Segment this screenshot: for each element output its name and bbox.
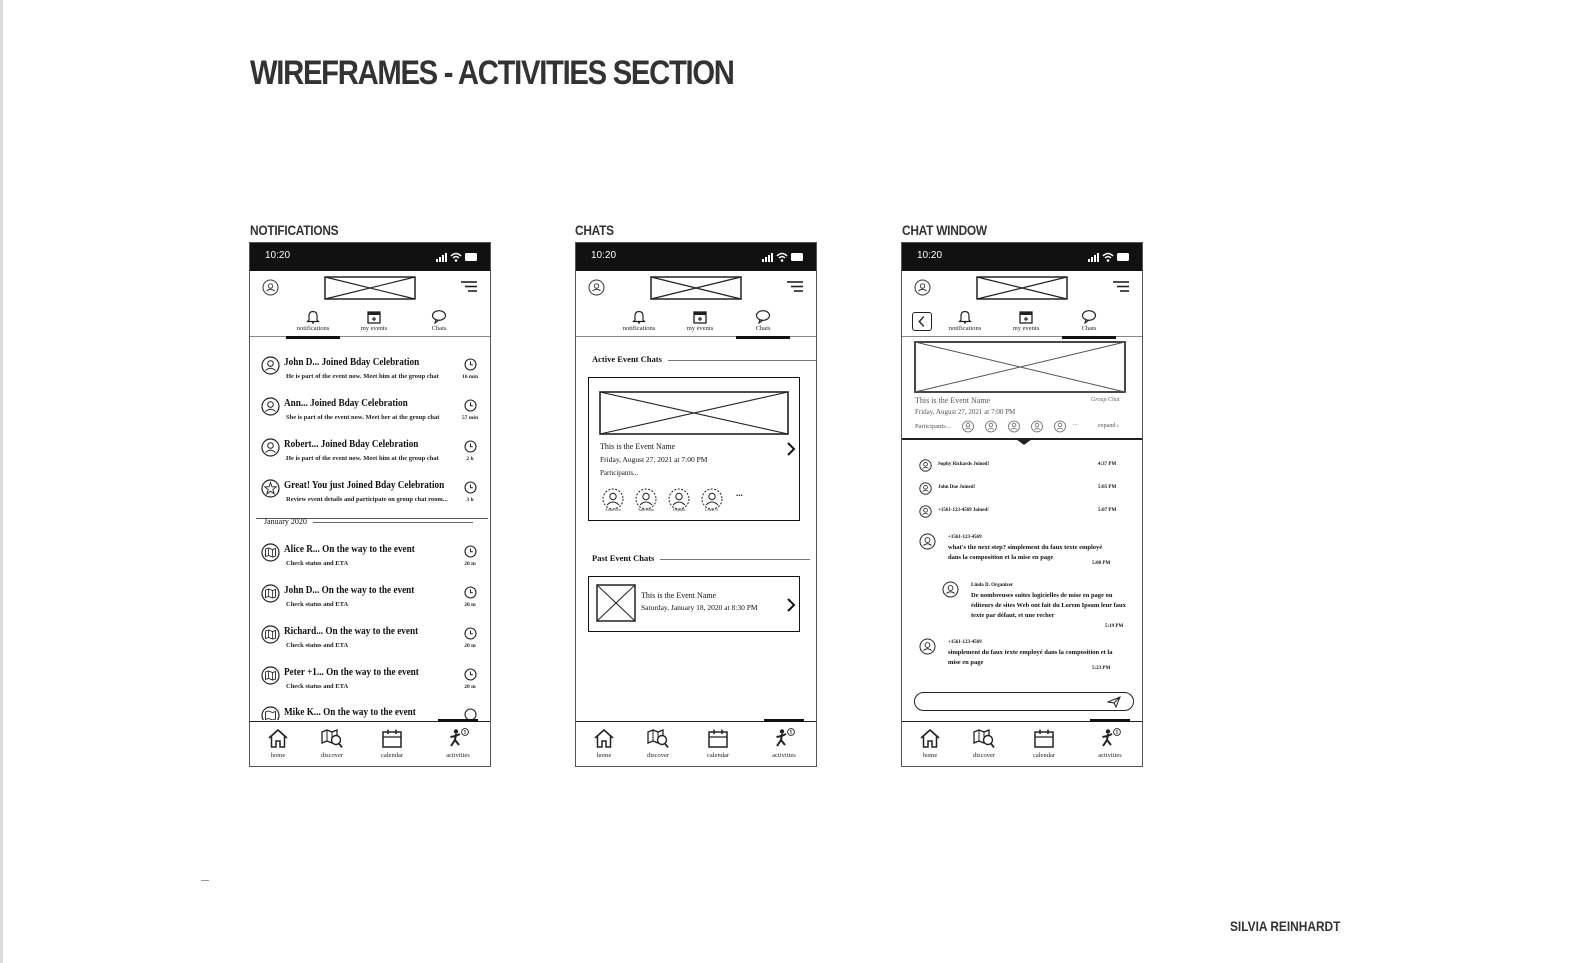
message-text: De nombreuses suites logicielles de mise en page ou éditeurs de sites Web ont fait du Lorem Ipsum leur faux texte par défaut, et une recher xyxy=(971,592,1126,619)
chat-type: Group Chat xyxy=(1091,397,1120,403)
status-bar xyxy=(250,243,490,271)
notification-subtitle: Check status and ETA xyxy=(286,642,349,649)
app-header xyxy=(902,271,1142,305)
chat-message xyxy=(919,638,1129,678)
status-bar xyxy=(576,243,816,271)
tab-label: Chats xyxy=(1081,325,1097,332)
participant-name: Linda D. xyxy=(704,507,720,512)
notification-title: Richard... On the way to the event xyxy=(284,626,419,637)
user-icon xyxy=(919,638,936,655)
participant-name: Sam Bam xyxy=(638,507,654,512)
clock-icon xyxy=(464,586,477,599)
page-title: WIREFRAMES - ACTIVITIES SECTION xyxy=(250,54,734,92)
group-divider xyxy=(264,517,473,526)
tab-my-events[interactable] xyxy=(673,307,727,337)
signal-wifi-battery-icon xyxy=(762,251,804,263)
notification-time: 57 min xyxy=(461,415,479,421)
notification-item[interactable] xyxy=(250,702,490,720)
discover-map-icon xyxy=(321,728,343,749)
past-chats-heading xyxy=(592,553,810,563)
notification-subtitle: Check status and ETA xyxy=(286,601,349,608)
message-input[interactable] xyxy=(914,692,1134,711)
chevron-right-icon xyxy=(786,442,796,456)
tab-bar xyxy=(576,307,816,337)
system-message-text: John Doe Joined! xyxy=(938,485,976,490)
active-indicator xyxy=(1090,719,1130,722)
message-text: what's the next step? simplement du faux texte employé dans la composition et la mise en page xyxy=(948,544,1103,561)
notification-item[interactable] xyxy=(250,539,490,579)
event-image-placeholder xyxy=(599,391,789,435)
user-icon xyxy=(919,533,936,550)
nav-activities[interactable] xyxy=(434,728,482,767)
nav-label: calendar xyxy=(380,752,403,759)
system-message xyxy=(902,457,1142,475)
event-name: This is the Event Name xyxy=(915,396,991,405)
user-icon xyxy=(942,581,959,598)
notification-item[interactable] xyxy=(250,393,490,433)
event-thumbnail-placeholder xyxy=(596,584,636,622)
notification-title: Alice R... On the way to the event xyxy=(284,544,415,555)
tab-chats[interactable] xyxy=(736,307,790,337)
nav-label: discover xyxy=(320,752,344,759)
notification-title: Robert... Joined Bday Celebration xyxy=(284,439,419,450)
tab-label: my events xyxy=(360,325,388,332)
event-calendar-icon xyxy=(692,309,708,324)
notification-time: 20 m xyxy=(464,684,476,690)
nav-home[interactable] xyxy=(580,728,628,767)
app-header xyxy=(250,271,490,305)
phone-chats xyxy=(575,242,817,767)
chat-message xyxy=(942,581,1132,631)
stray-mark xyxy=(201,880,209,881)
user-icon xyxy=(261,438,280,457)
message-time: 5:23 PM xyxy=(1092,666,1111,671)
notification-title: Great! You just Joined Bday Celebration xyxy=(284,480,445,491)
notification-title: Ann... Joined Bday Celebration xyxy=(284,398,408,409)
nav-home[interactable] xyxy=(906,728,954,767)
notification-title: Peter +1... On the way to the event xyxy=(284,667,419,678)
expand-link[interactable] xyxy=(1098,423,1119,429)
message-time: 5:19 PM xyxy=(1105,624,1124,629)
bell-icon xyxy=(631,309,647,324)
status-time: 10:20 xyxy=(591,250,617,261)
nav-label: discover xyxy=(972,752,996,759)
calendar-icon xyxy=(1033,728,1055,749)
expand-label: expand xyxy=(1098,423,1116,429)
chat-bubble-icon xyxy=(431,309,447,324)
notification-time: 20 m xyxy=(464,643,476,649)
notification-subtitle: Check status and ETA xyxy=(286,560,349,567)
chat-message xyxy=(919,533,1129,573)
map-icon xyxy=(261,625,280,644)
discover-map-icon xyxy=(973,728,995,749)
participants-label: Participants... xyxy=(600,469,639,477)
notification-time: 20 m xyxy=(464,561,476,567)
divider-notch xyxy=(1016,439,1032,445)
map-icon xyxy=(261,666,280,685)
chevron-right-icon xyxy=(786,598,796,612)
activities-icon xyxy=(447,728,469,749)
nav-label: activities xyxy=(1098,752,1122,759)
tab-my-events[interactable] xyxy=(347,307,401,337)
logo-placeholder xyxy=(976,276,1068,300)
profile-icon[interactable] xyxy=(262,279,279,296)
tab-label: notifications xyxy=(948,325,982,332)
system-message-time: 5:05 PM xyxy=(1098,485,1117,490)
notification-time: 2 h xyxy=(466,456,474,462)
profile-icon[interactable] xyxy=(914,279,931,296)
clock-icon xyxy=(464,358,477,371)
nav-label: activities xyxy=(772,752,796,759)
group-label: January 2020 xyxy=(264,517,307,526)
event-calendar-icon xyxy=(1018,309,1034,324)
notification-title: Mike K... On the way to the event xyxy=(284,707,416,718)
home-icon xyxy=(267,728,289,749)
logo-placeholder xyxy=(650,276,742,300)
tab-label: my events xyxy=(686,325,714,332)
active-chats-heading xyxy=(592,354,816,364)
tab-label: Chats xyxy=(755,325,771,332)
event-name: This is the Event Name xyxy=(600,442,676,451)
event-date: Friday, August 27, 2021 at 7:00 PM xyxy=(915,408,1016,416)
clock-icon xyxy=(464,668,477,681)
user-icon xyxy=(919,459,932,472)
notification-title: John D... On the way to the event xyxy=(284,585,415,596)
notification-item[interactable] xyxy=(250,434,490,474)
status-bar xyxy=(902,243,1142,271)
nav-calendar[interactable] xyxy=(368,728,416,767)
notification-time: 16 min xyxy=(461,374,479,380)
tab-notifications[interactable] xyxy=(286,307,340,337)
menu-icon[interactable] xyxy=(1112,280,1130,293)
event-date: Saturday, January 18, 2020 at 8:30 PM xyxy=(641,603,758,612)
notification-item[interactable] xyxy=(250,621,490,661)
clock-icon xyxy=(464,440,477,453)
nav-home[interactable] xyxy=(254,728,302,767)
message-text: simplement du faux texte employé dans la composition et la mise en page xyxy=(948,649,1113,666)
event-name: This is the Event Name xyxy=(641,591,717,600)
nav-activities[interactable] xyxy=(760,728,808,767)
menu-icon[interactable] xyxy=(786,280,804,293)
system-message xyxy=(902,503,1142,521)
tab-label: notifications xyxy=(622,325,656,332)
signal-wifi-battery-icon xyxy=(436,251,478,263)
tab-my-events[interactable] xyxy=(999,307,1053,337)
user-icon xyxy=(919,482,932,495)
map-icon xyxy=(261,706,280,720)
map-icon xyxy=(261,584,280,603)
tab-label: my events xyxy=(1012,325,1040,332)
section-label-notifications: NOTIFICATIONS xyxy=(250,222,339,238)
nav-label: home xyxy=(270,752,286,759)
clock-icon xyxy=(464,545,477,558)
notification-time: 20 m xyxy=(464,602,476,608)
active-event-card[interactable] xyxy=(588,377,800,521)
notifications-list xyxy=(250,338,490,720)
more-participants: ... xyxy=(1073,421,1078,427)
signal-wifi-battery-icon xyxy=(1088,251,1130,263)
event-image-placeholder xyxy=(914,341,1126,393)
section-label-chats: CHATS xyxy=(575,222,614,238)
event-calendar-icon xyxy=(366,309,382,324)
participant-name: Anna Doe xyxy=(604,507,622,512)
app-header xyxy=(576,271,816,305)
system-message xyxy=(902,480,1142,498)
user-icon xyxy=(261,356,280,375)
notification-subtitle: Check status and ETA xyxy=(286,683,349,690)
tab-label: notifications xyxy=(296,325,330,332)
logo-placeholder xyxy=(324,276,416,300)
activities-badge: 5 xyxy=(789,730,793,736)
participant-avatars xyxy=(961,420,1071,433)
system-message-text: +1561-123-4569 Joined! xyxy=(938,508,989,513)
tab-bar xyxy=(902,307,1142,337)
participants-label: Participants... xyxy=(915,423,951,430)
nav-label: home xyxy=(596,752,612,759)
message-sender: +1561-123-4569 xyxy=(948,640,982,645)
event-date: Friday, August 27, 2021 at 7:00 PM xyxy=(600,455,708,464)
nav-calendar[interactable] xyxy=(694,728,742,767)
activities-badge: 5 xyxy=(1115,730,1119,736)
notification-subtitle: Review event details and participate on group chat room... xyxy=(286,496,448,503)
chat-bubble-icon xyxy=(1081,309,1097,324)
status-time: 10:20 xyxy=(265,250,291,261)
back-button[interactable] xyxy=(912,312,932,331)
message-sender: Linda D. Organizer xyxy=(971,583,1014,588)
message-time: 5:08 PM xyxy=(1092,561,1111,566)
nav-discover[interactable] xyxy=(960,728,1008,767)
nav-calendar[interactable] xyxy=(1020,728,1068,767)
system-message-time: 4:37 PM xyxy=(1098,462,1117,467)
notification-item[interactable] xyxy=(250,580,490,620)
tab-notifications[interactable] xyxy=(612,307,666,337)
notification-subtitle: He is part of the event now. Meet him at the group chat xyxy=(286,455,439,462)
bottom-nav xyxy=(250,721,490,767)
phone-chat-window xyxy=(901,242,1143,767)
notification-item[interactable] xyxy=(250,475,490,515)
nav-discover[interactable] xyxy=(634,728,682,767)
nav-discover[interactable] xyxy=(308,728,356,767)
system-message-text: Sophy Richards Joined! xyxy=(938,462,990,467)
participant-name: Stephen xyxy=(672,507,686,512)
discover-map-icon xyxy=(647,728,669,749)
chats-list xyxy=(576,338,816,720)
notification-time: 3 h xyxy=(466,497,474,503)
user-icon xyxy=(919,505,932,518)
active-indicator xyxy=(764,719,804,722)
message-sender: +1561-123-4569 xyxy=(948,535,982,540)
notification-subtitle: He is part of the event now. Meet him at the group chat xyxy=(286,373,439,380)
home-icon xyxy=(919,728,941,749)
bottom-nav xyxy=(902,721,1142,767)
nav-label: calendar xyxy=(1032,752,1055,759)
clock-icon xyxy=(464,627,477,640)
phone-notifications xyxy=(249,242,491,767)
activities-icon xyxy=(1099,728,1121,749)
tab-chats[interactable] xyxy=(1062,307,1116,337)
nav-label: activities xyxy=(446,752,470,759)
section-label-chat-window: CHAT WINDOW xyxy=(902,222,987,238)
home-icon xyxy=(593,728,615,749)
active-indicator xyxy=(438,719,478,722)
activities-icon xyxy=(773,728,795,749)
past-event-card[interactable] xyxy=(588,576,800,632)
chat-bubble-icon xyxy=(755,309,771,324)
profile-icon[interactable] xyxy=(588,279,605,296)
author-name: SILVIA REINHARDT xyxy=(1230,918,1341,934)
heading-label: Past Event Chats xyxy=(592,553,655,563)
tab-chats[interactable] xyxy=(412,307,466,337)
star-icon xyxy=(261,479,280,498)
notification-title: John D... Joined Bday Celebration xyxy=(284,357,420,368)
notification-item[interactable] xyxy=(250,662,490,702)
activities-badge: 5 xyxy=(463,730,467,736)
tab-label: Chats xyxy=(431,325,447,332)
clock-icon xyxy=(464,399,477,412)
bottom-nav xyxy=(576,721,816,767)
page-edge xyxy=(0,0,3,963)
bell-icon xyxy=(305,309,321,324)
chevron-right-icon: › xyxy=(1116,423,1119,429)
nav-label: discover xyxy=(646,752,670,759)
status-time: 10:20 xyxy=(917,250,943,261)
nav-label: home xyxy=(922,752,938,759)
clock-icon xyxy=(464,481,477,494)
nav-label: calendar xyxy=(706,752,729,759)
menu-icon[interactable] xyxy=(460,280,478,293)
user-icon xyxy=(261,397,280,416)
tab-notifications[interactable] xyxy=(938,307,992,337)
more-participants: ... xyxy=(736,488,743,498)
calendar-icon xyxy=(381,728,403,749)
notification-subtitle: She is part of the event now. Meet her at the group chat xyxy=(286,414,440,421)
system-message-time: 5:07 PM xyxy=(1098,508,1117,513)
map-icon xyxy=(261,543,280,562)
calendar-icon xyxy=(707,728,729,749)
heading-label: Active Event Chats xyxy=(592,354,662,364)
tab-bar xyxy=(250,307,490,337)
send-icon[interactable] xyxy=(1107,696,1121,708)
nav-activities[interactable] xyxy=(1086,728,1134,767)
bell-icon xyxy=(957,309,973,324)
notification-item[interactable] xyxy=(250,352,490,392)
